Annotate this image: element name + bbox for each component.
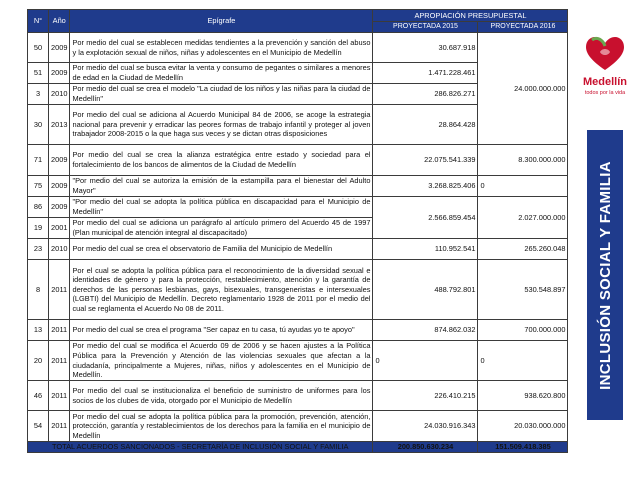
row-value-2015: 22.075.541.339 [373,145,478,176]
row-year: 2011 [49,381,70,411]
row-num: 50 [28,33,49,63]
row-num: 13 [28,320,49,341]
row-num: 54 [28,411,49,442]
row-year: 2011 [49,411,70,442]
total-label: TOTAL ACUERDOS SANCIONADOS - SECRETARÍA DE INCLUSIÓN SOCIAL Y FAMILIA [28,442,373,453]
row-value-2016: 700.000.000 [478,320,568,341]
row-value-2015: 28.864.428 [373,105,478,145]
total-value-2015: 200.850.630.234 [373,442,478,453]
row-num: 51 [28,63,49,84]
row-year: 2011 [49,260,70,320]
row-year: 2010 [49,84,70,105]
table-row [28,197,568,218]
row-year: 2013 [49,105,70,145]
row-text: Por medio del cual se institucionaliza el beneficio de suministro de uniformes para los socios de los clubes de vida, otorgado por el Municipio de Medellín [70,381,373,411]
row-year: 2010 [49,239,70,260]
row-year: 2009 [49,145,70,176]
row-value-2015: 1.471.228.461 [373,63,478,84]
row-value-2016: 530.548.897 [478,260,568,320]
row-year: 2011 [49,320,70,341]
heart-icon [578,30,632,110]
col-header-epigraph: Epígrafe [70,10,373,33]
row-text: Por medio del cual se crea el programa "Ser capaz en tu casa, tú ayudas yo te apoyo" [70,320,373,341]
row-num: 20 [28,341,49,381]
medellin-logo [578,30,632,110]
merged-value-2016: 24.000.000.000 [478,33,568,145]
col-header-budget: APROPIACIÓN PRESUPUESTAL [373,10,568,22]
row-num: 75 [28,176,49,197]
row-text: Por medio del cual se adiciona al Acuerdo Municipal 84 de 2006, se acoge la estrategia nacional para prevenir y erradicar las peores formas de trabajo infantil y proteger al joven trabajador 2008-2015 o la que haga sus veces y se dictan otras disposiciones [70,105,373,145]
section-title: INCLUSIÓN SOCIAL Y FAMILIA [596,160,614,390]
table-row [28,145,568,176]
agreements-table [27,9,568,453]
row-text: "Por medio del cual se autoriza la emisión de la estampilla para el bienestar del Adulto Mayor" [70,176,373,197]
table-row [28,411,568,442]
row-num: 71 [28,145,49,176]
row-year: 2001 [49,218,70,239]
row-value-2016: 938.620.800 [478,381,568,411]
table-row [28,239,568,260]
row-year: 2011 [49,341,70,381]
row-year: 2009 [49,197,70,218]
merged-value-2016: 2.027.000.000 [478,197,568,239]
row-text: Por medio del cual se modifica el Acuerdo 09 de 2006 y se hacen ajustes a la Política Pública para la Prevención y Atención de las violencias sexuales que afectan a la ciudadanía, principalmente a Mujeres, niñas, niños y adolescentes en el Municipio de Medellín. [70,341,373,381]
row-num: 8 [28,260,49,320]
col-header-2016: PROYECTADA 2016 [478,22,568,33]
col-header-num: N° [28,10,49,33]
logo-text: Medellín [582,76,628,88]
total-value-2016: 151.509.418.385 [478,442,568,453]
col-header-year: Año [49,10,70,33]
col-header-2015: PROYECTADA 2015 [373,22,478,33]
row-text: Por medio del cual se crea el observatorio de Familia del Municipio de Medellín [70,239,373,260]
row-text: Por medio del cual se crea la alianza estratégica entre estado y sociedad para el fortalecimiento de los bancos de alimentos de la Ciudad de Medellín [70,145,373,176]
table-row [28,33,568,63]
row-num: 46 [28,381,49,411]
row-value-2016: 20.030.000.000 [478,411,568,442]
row-text: Por medio del cual se crea el modelo "La ciudad de los niños y las niñas para la ciudad de Medellín" [70,84,373,105]
row-text: Por el cual se adopta la política pública para el reconocimiento de la diversidad sexual e identidades de género y para la protección, restablecimiento, atención y la garantía de derechos de las personas lesbianas, gays, bisexuales, transgeneristas e intersexuales (LGBTI) del Municipio de Medellín. Decreto reglamentario 1928 de 2011 por el medio del cual se reglamenta el Acuerdo No 08 de 2011. [70,260,373,320]
table-row [28,381,568,411]
row-num: 3 [28,84,49,105]
merged-value-2015: 2.566.859.454 [373,197,478,239]
row-text: "Por medio del cual se adopta la política pública en discapacidad para el Municipio de Medellín" [70,197,373,218]
table-row [28,341,568,381]
row-value-2016: 265.260.048 [478,239,568,260]
row-year: 2009 [49,33,70,63]
row-text: Por medio del cual se adiciona un parágrafo al artículo primero del Acuerdo 45 de 1997 (Plan municipal de atención integral al discapacitado) [70,218,373,239]
row-value-2016: 0 [478,176,568,197]
section-title-panel [587,130,623,420]
row-value-2015: 286.826.271 [373,84,478,105]
row-value-2015: 24.030.916.343 [373,411,478,442]
table-row [28,260,568,320]
row-year: 2009 [49,63,70,84]
row-value-2015: 0 [373,341,478,381]
row-num: 23 [28,239,49,260]
row-value-2015: 3.268.825.406 [373,176,478,197]
row-value-2016: 8.300.000.000 [478,145,568,176]
table-row [28,320,568,341]
row-num: 86 [28,197,49,218]
row-value-2015: 30.687.918 [373,33,478,63]
row-value-2015: 874.862.032 [373,320,478,341]
total-row [28,442,568,453]
row-text: Por medio del cual se adopta la política pública para la promoción, prevención, atención, protección, garantía y restablecimientos de los derechos para la familia en el municipio de Medellín [70,411,373,442]
row-num: 30 [28,105,49,145]
row-year: 2009 [49,176,70,197]
logo-tagline: todos por la vida [584,90,626,96]
row-text: Por medio del cual se busca evitar la venta y consumo de pegantes o similares a menores de edad en la Ciudad de Medellín [70,63,373,84]
row-value-2015: 110.952.541 [373,239,478,260]
row-value-2015: 488.792.801 [373,260,478,320]
table-row [28,176,568,197]
row-value-2015: 226.410.215 [373,381,478,411]
row-value-2016: 0 [478,341,568,381]
row-num: 19 [28,218,49,239]
row-text: Por medio del cual se establecen medidas tendientes a la prevención y sanción del abuso y la explotación sexual de niños, niñas y adolescentes en el Municipio de Medellín [70,33,373,63]
